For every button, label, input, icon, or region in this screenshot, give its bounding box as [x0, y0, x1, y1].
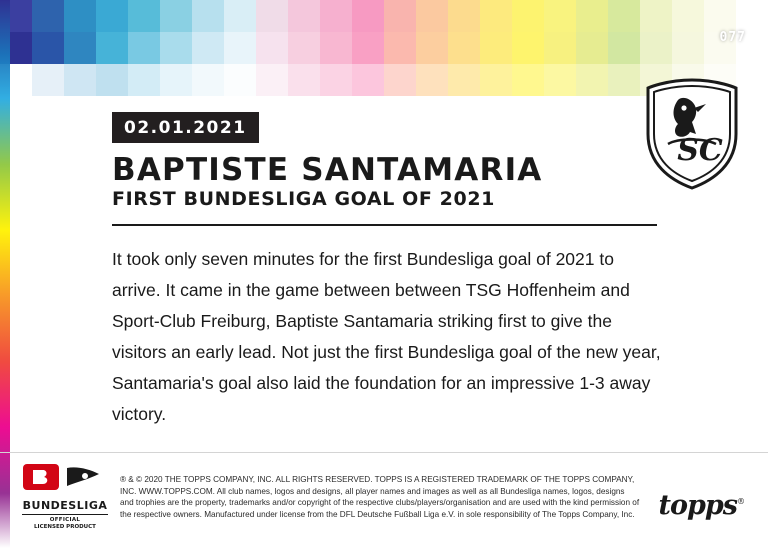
mosaic-tile [512, 32, 544, 64]
mosaic-tile [64, 64, 96, 96]
card-number: 077 [719, 30, 746, 45]
mosaic-tile [128, 64, 160, 96]
mosaic-tile [96, 64, 128, 96]
mosaic-tile [352, 32, 384, 64]
mosaic-tile [608, 0, 640, 32]
mosaic-tile [416, 64, 448, 96]
mosaic-tile [64, 0, 96, 32]
mosaic-tile [480, 64, 512, 96]
mosaic-tile [224, 0, 256, 32]
mosaic-tile [96, 0, 128, 32]
divider [112, 224, 657, 226]
mosaic-tile [224, 32, 256, 64]
card-body-text: It took only seven minutes for the first Bundesliga goal of 2021 to arrive. It came in the game between between TSG Hoffenheim and Sport-Club Freiburg, Baptiste Santamaria striking first to give the visitors an early lead. Not just the first Bundesliga goal of the new year, Santamaria's goal also laid the foundation for an impressive 1-3 away victory. [112, 249, 661, 424]
mosaic-tile [736, 0, 768, 32]
mosaic-tile [320, 32, 352, 64]
mosaic-tile [192, 64, 224, 96]
mosaic-tile [32, 64, 64, 96]
sc-freiburg-crest [644, 78, 740, 190]
date-badge: 02.01.2021 [112, 112, 259, 143]
bundesliga-logo [22, 462, 108, 531]
mosaic-tile [544, 0, 576, 32]
mosaic-tile [512, 64, 544, 96]
mosaic-tile [128, 32, 160, 64]
mosaic-tile [736, 64, 768, 96]
mosaic-tile [512, 0, 544, 32]
mosaic-tile [288, 32, 320, 64]
mosaic-tile [704, 0, 736, 32]
mosaic-tile [192, 0, 224, 32]
mosaic-tile [640, 32, 672, 64]
mosaic-tile [64, 32, 96, 64]
mosaic-tile [256, 64, 288, 96]
footer-divider [0, 452, 768, 453]
mosaic-tile [160, 32, 192, 64]
mosaic-tile [320, 0, 352, 32]
mosaic-tile [608, 64, 640, 96]
mosaic-tile [448, 64, 480, 96]
mosaic-tile [256, 0, 288, 32]
mosaic-tile [224, 64, 256, 96]
mosaic-tile [384, 64, 416, 96]
mosaic-tile [416, 32, 448, 64]
mosaic-tile [384, 0, 416, 32]
mosaic-tile [352, 0, 384, 32]
mosaic-tile [320, 64, 352, 96]
page-title: BAPTISTE SANTAMARIA [112, 152, 543, 188]
license-line-2: LICENSED PRODUCT [34, 524, 96, 530]
mosaic-tile [256, 32, 288, 64]
license-line-1: OFFICIAL [22, 514, 108, 524]
svg-text:SC: SC [677, 133, 723, 168]
mosaic-tile [576, 32, 608, 64]
legal-text: ® & © 2020 THE TOPPS COMPANY, INC. ALL RIGHTS RESERVED. TOPPS IS A REGISTERED TRADEMARK OF THE TOPPS COMPANY, INC. WWW.TOPPS.COM. All club names, logos and designs, all player names and images as well as all Bundesliga names, logos, designs and trophies are the property, trademarks and/or copyright of the respective clubs/players/organisation and are used with the kind permission of the respective owners. Manufactured under license from the DFL Deutsche Fußball Liga e.V. in sole responsibility of The Topps Company, Inc. [120, 475, 640, 519]
mosaic-tile [32, 0, 64, 32]
mosaic-tile [608, 32, 640, 64]
mosaic-tile [448, 32, 480, 64]
mosaic-tile [288, 64, 320, 96]
topps-trademark: ® [737, 497, 744, 506]
bundesliga-wordmark: BUNDESLIGA [22, 499, 108, 512]
mosaic-tile [128, 0, 160, 32]
mosaic-tile [672, 0, 704, 32]
mosaic-tile [192, 32, 224, 64]
mosaic-tile [32, 32, 64, 64]
mosaic-tile [448, 0, 480, 32]
mosaic-tile [160, 64, 192, 96]
page-subtitle: FIRST BUNDESLIGA GOAL OF 2021 [112, 188, 495, 210]
rainbow-edge-graphic [0, 0, 10, 548]
mosaic-tile [288, 0, 320, 32]
topps-wordmark: topps [658, 490, 737, 521]
mosaic-tile [480, 0, 512, 32]
mosaic-tile [480, 32, 512, 64]
mosaic-tile [416, 0, 448, 32]
mosaic-tile [640, 0, 672, 32]
mosaic-tile [576, 64, 608, 96]
mosaic-tile [384, 32, 416, 64]
mosaic-tile [352, 64, 384, 96]
mosaic-tile [544, 32, 576, 64]
mosaic-tile [672, 32, 704, 64]
mosaic-tile [576, 0, 608, 32]
topps-logo [659, 490, 744, 521]
mosaic-tile [160, 0, 192, 32]
mosaic-tile [544, 64, 576, 96]
mosaic-tile [96, 32, 128, 64]
